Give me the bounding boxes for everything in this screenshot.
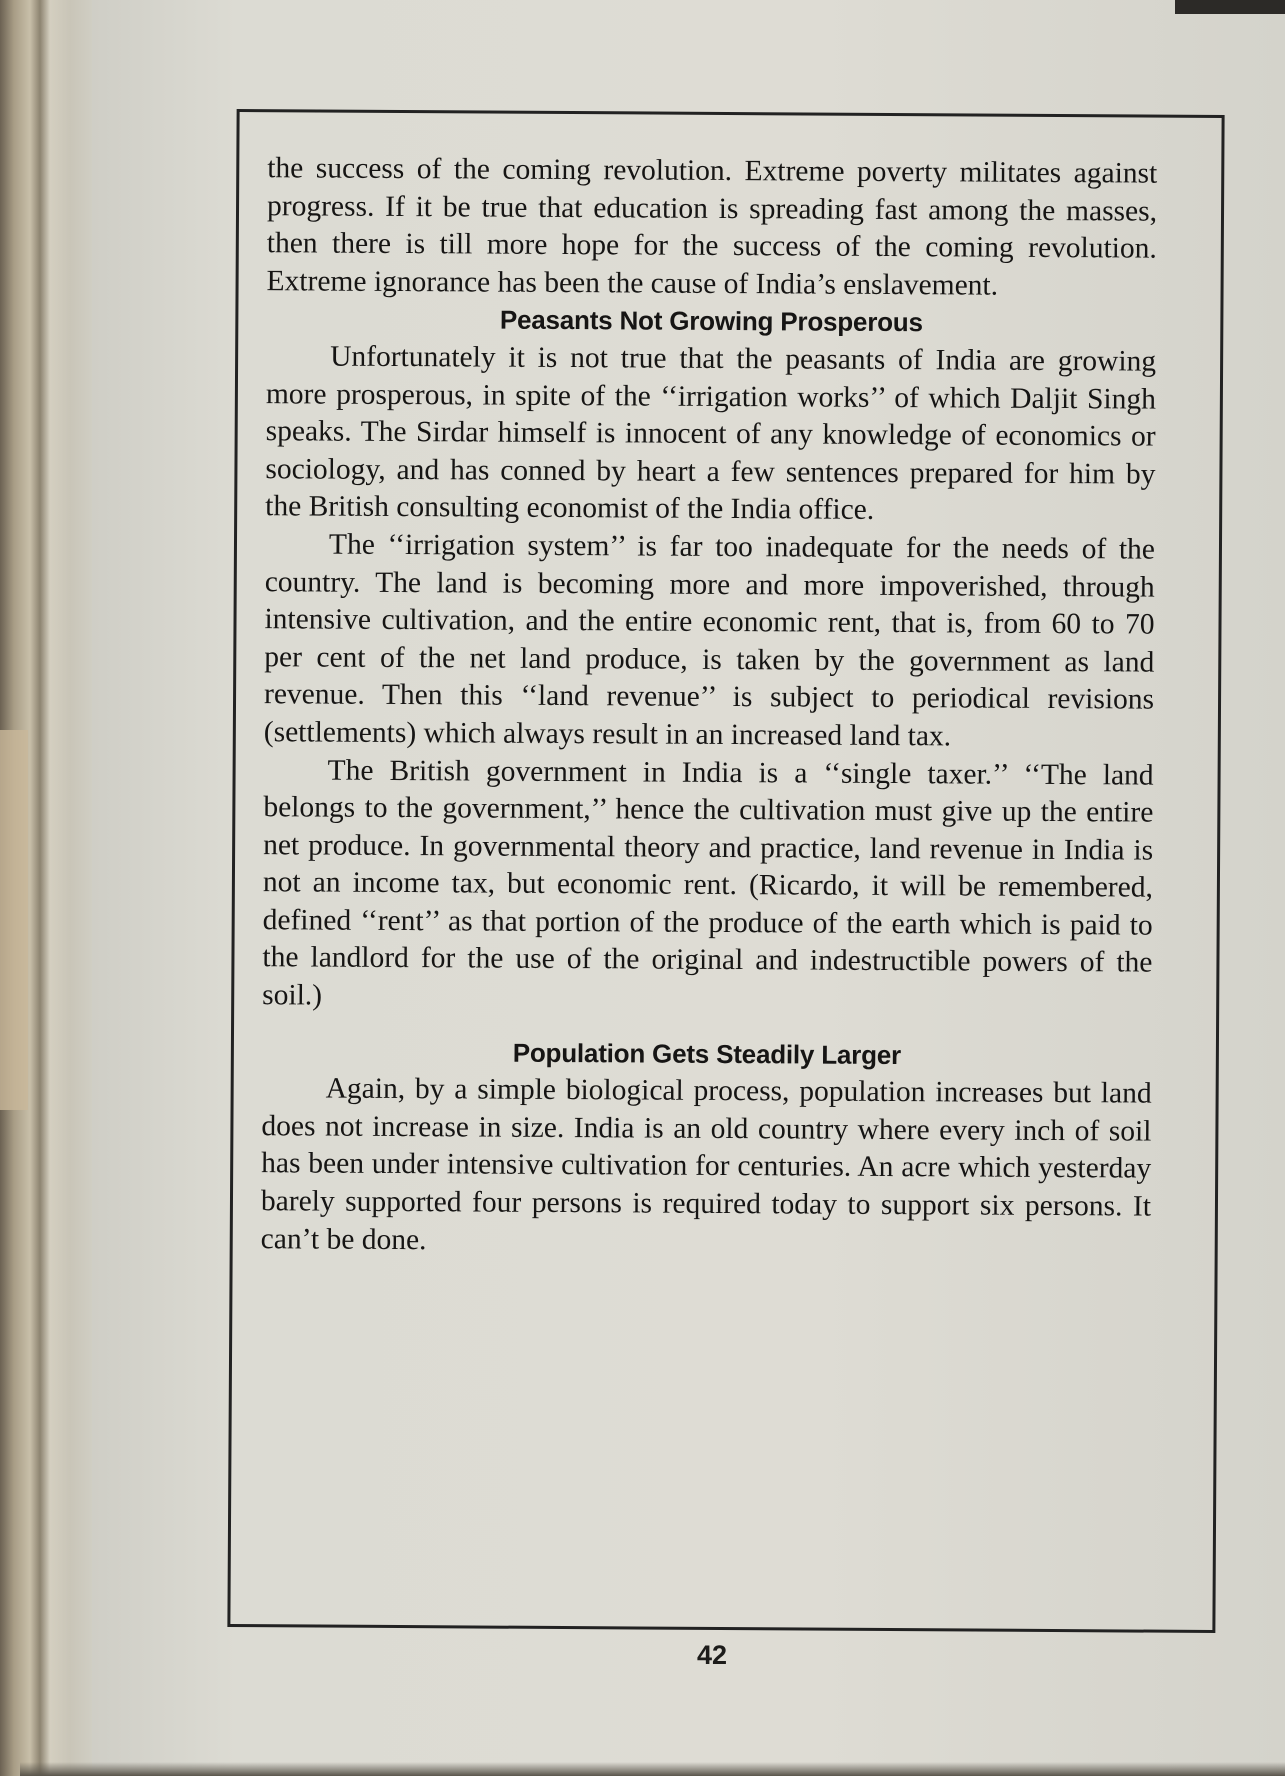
page-content [261,150,1158,1264]
corner-shadow [1175,0,1285,14]
paragraph-2: Unfortunately it is not true that the peasants of India are growing more prosperous, in spite of the ‘‘irrigation works’’ of which Daljit Singh speaks. The Sirdar himself is innocent of any knowledge of economics or sociology, and has conned by heart a few sentences prepared for him by the British consulting economist of the India office. [265,340,1157,527]
paragraph-3: The ‘‘irrigation system’’ is far too inadequate for the needs of the country. The land is becoming more and more impoverished, through intensive cultivation, and the entire economic rent, that is, from 60 to 70 per cent of the net land produce, is taken by the government as land revenue. Then this ‘‘land revenue’’ is subject to periodical revisions (settlements) which always result in an increased land tax. [263,528,1156,753]
paragraph-5: Again, by a simple biological process, population increases but land does not increase in size. India is an old country where every inch of soil has been under intensive cultivation for centuries. An acre which yesterday barely supported four persons is required today to support six persons. It can’t be done. [260,1072,1152,1256]
section-heading-peasants: Peasants Not Growing Prosperous [499,304,923,338]
page-bottom-shadow [20,1762,1285,1776]
text-frame [227,109,1224,1633]
section-heading-population: Population Gets Steadily Larger [512,1037,902,1070]
paragraph-1: the success of the coming revolution. Extreme poverty militates against progress. If it be true that education is spreading fast among the masses, then there is till more hope for the success of the coming revolution. Extreme ignorance has been the cause of India’s enslavement. [266,152,1158,302]
spine-strip [0,730,28,1110]
page-number: 42 [696,1640,728,1670]
paragraph-4: The British government in India is a ‘‘single taxer.’’ ‘‘The land belongs to the government,’’ hence the cultivation must give up the entire net produce. In governmental theory and practice, land revenue in India is not an income tax, but economic rent. (Ricardo, it will be remembered, defined ‘‘rent’’ as that portion of the produce of the earth which is paid to the landlord for the use of the original and indestructible powers of the soil.) [262,754,1154,1012]
